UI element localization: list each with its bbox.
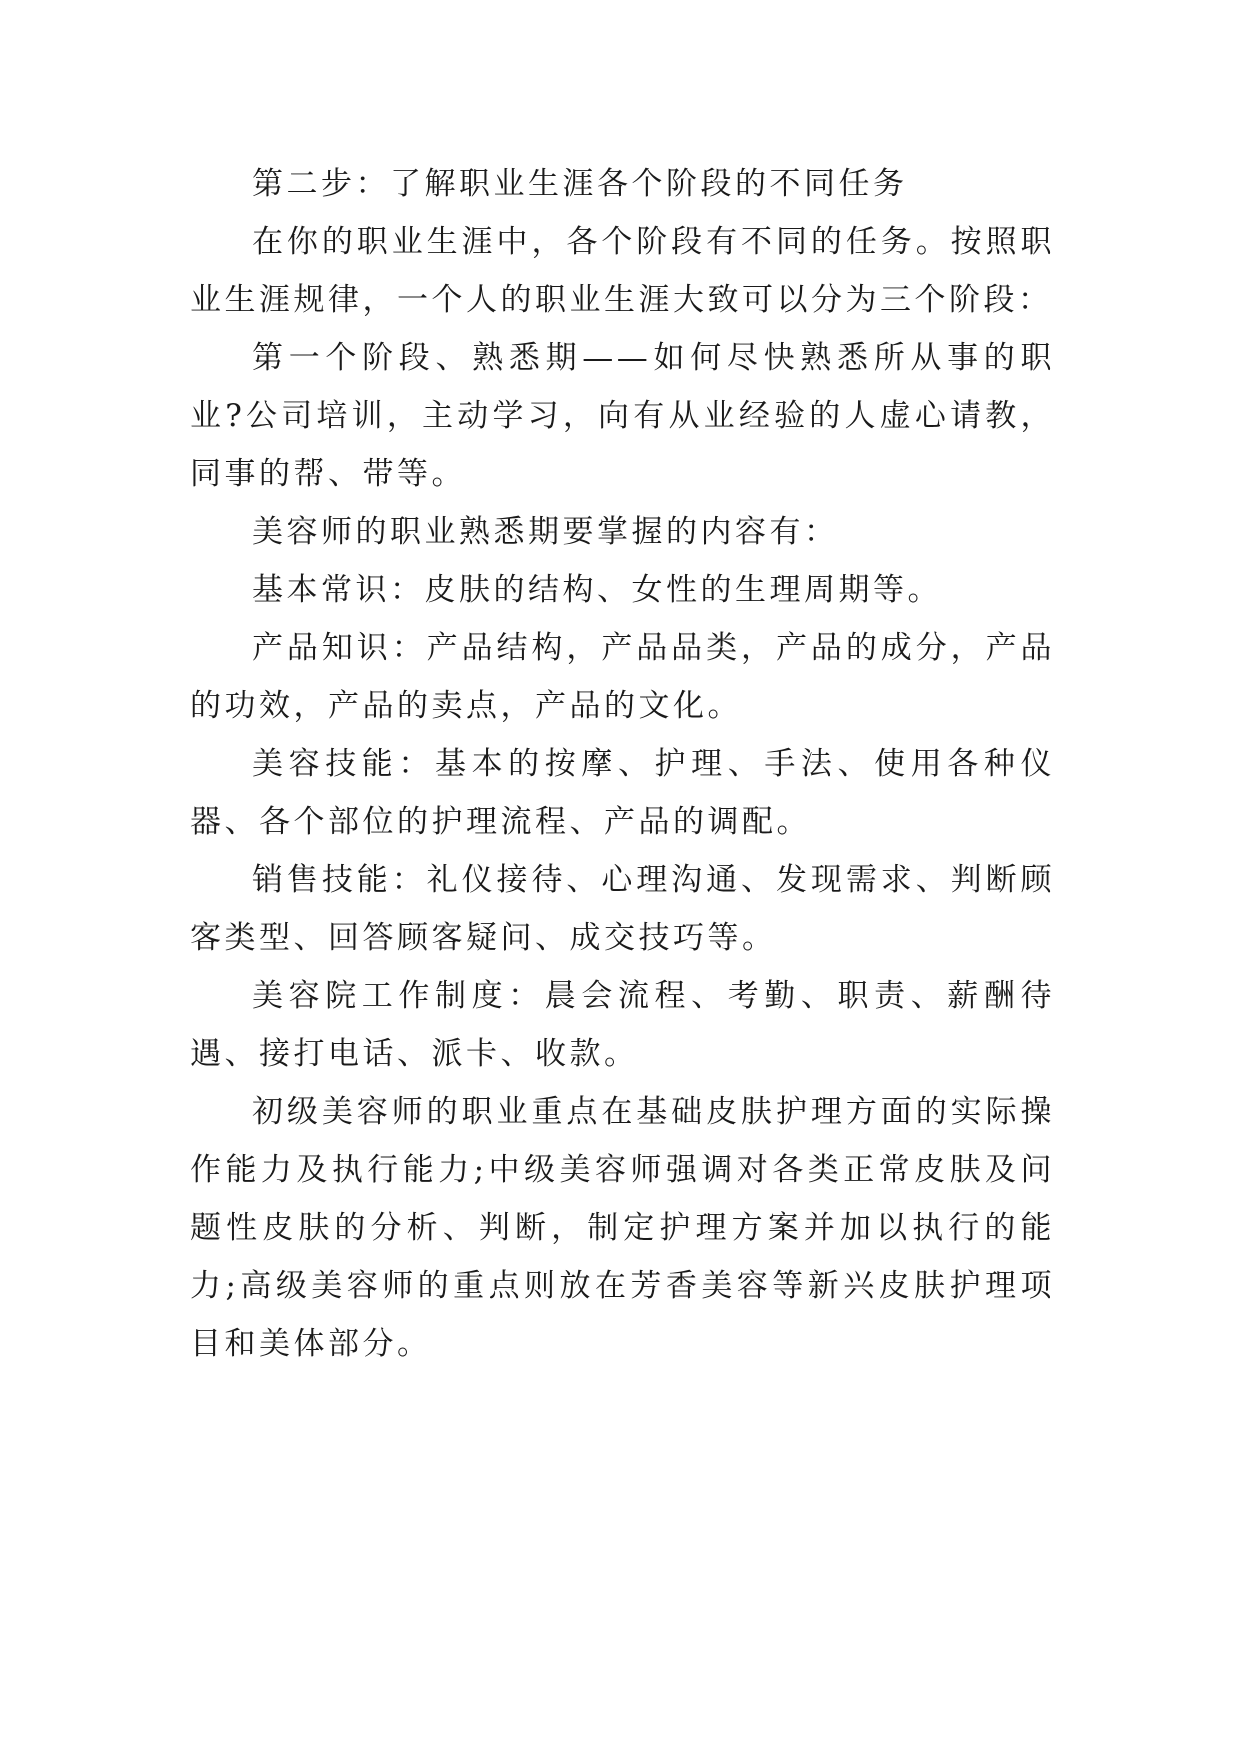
paragraph-career-stages-intro: 在你的职业生涯中，各个阶段有不同的任务。按照职业生涯规律，一个人的职业生涯大致可以分为三个阶段： bbox=[190, 224, 1055, 318]
paragraph-content-intro: 美容师的职业熟悉期要掌握的内容有： bbox=[252, 514, 839, 550]
paragraph-familiarization-stage: 第一个阶段、熟悉期——如何尽快熟悉所从事的职业?公司培训，主动学习，向有从业经验的人虚心请教，同事的帮、带等。 bbox=[190, 340, 1055, 492]
step-heading: 第二步：了解职业生涯各个阶段的不同任务 bbox=[252, 166, 908, 202]
paragraph-levels-focus: 初级美容师的职业重点在基础皮肤护理方面的实际操作能力及执行能力;中级美容师强调对各类正常皮肤及问题性皮肤的分析、判断，制定护理方案并加以执行的能力;高级美容师的重点则放在芳香美容等新兴皮肤护理项目和美体部分。 bbox=[190, 1094, 1055, 1362]
paragraph-sales-skills: 销售技能：礼仪接待、心理沟通、发现需求、判断顾客类型、回答顾客疑问、成交技巧等。 bbox=[190, 862, 1055, 956]
paragraph-work-rules: 美容院工作制度：晨会流程、考勤、职责、薪酬待遇、接打电话、派卡、收款。 bbox=[190, 978, 1055, 1072]
document-body bbox=[190, 155, 1055, 1373]
paragraph-product-knowledge: 产品知识：产品结构，产品品类，产品的成分，产品的功效，产品的卖点，产品的文化。 bbox=[190, 630, 1055, 724]
paragraph-beauty-skills: 美容技能：基本的按摩、护理、手法、使用各种仪器、各个部位的护理流程、产品的调配。 bbox=[190, 746, 1055, 840]
paragraph-basic-knowledge: 基本常识：皮肤的结构、女性的生理周期等。 bbox=[252, 572, 942, 608]
